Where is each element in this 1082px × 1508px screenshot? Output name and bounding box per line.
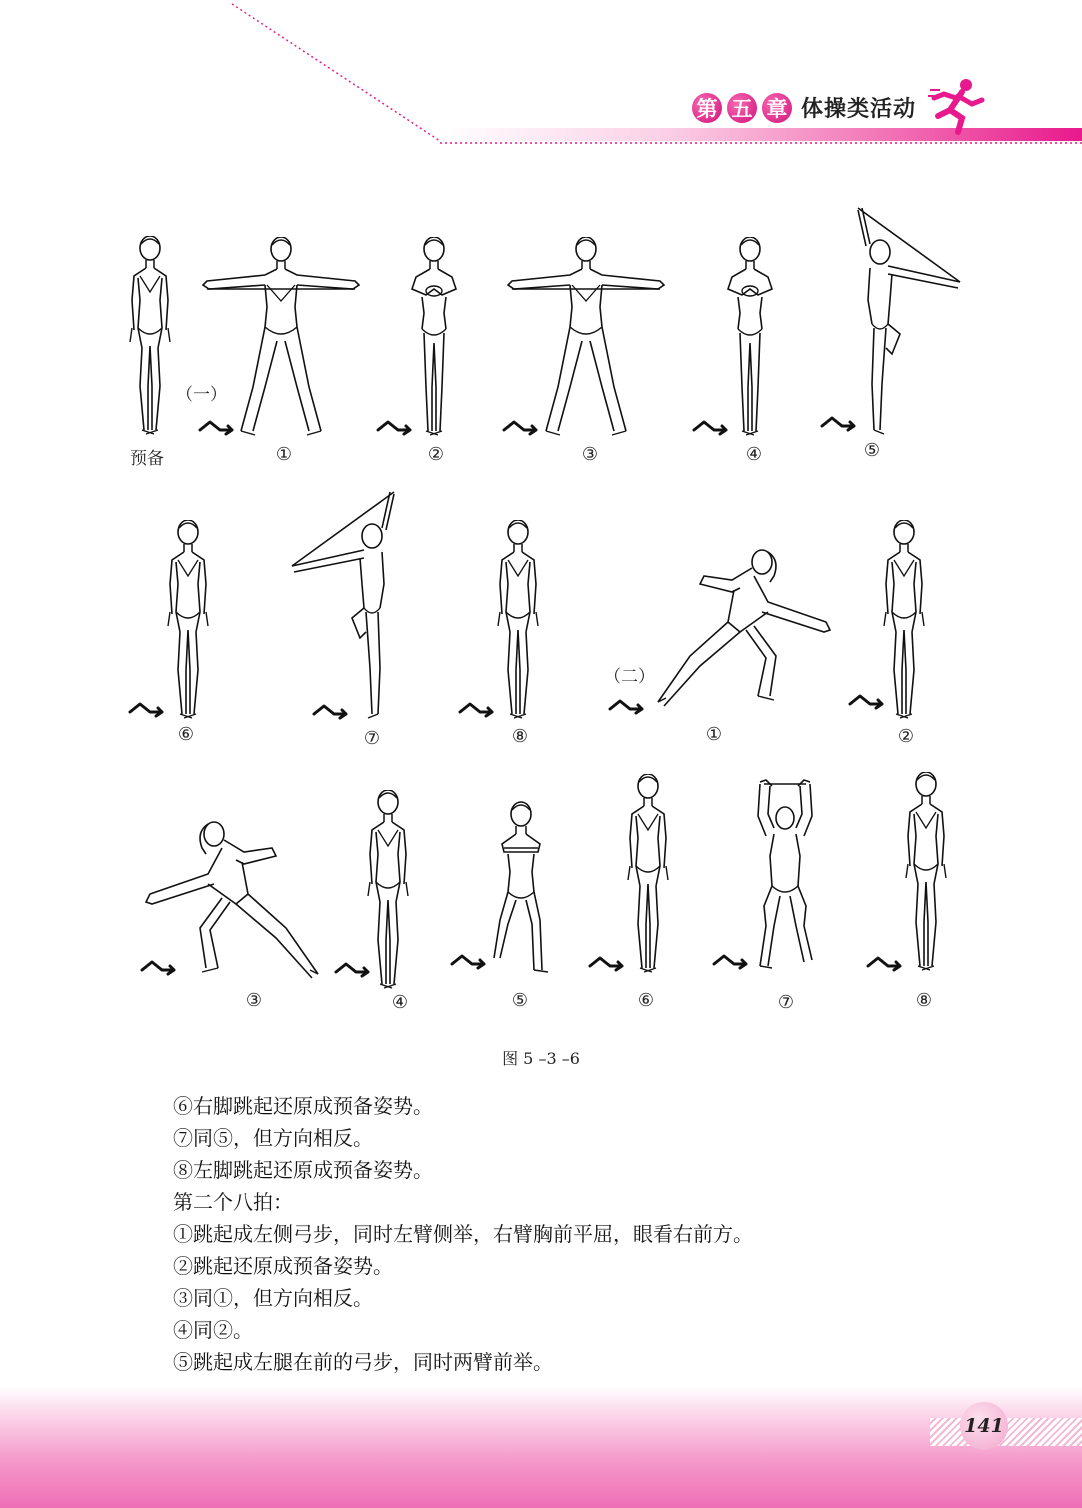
text-line: ③同①，但方向相反。: [173, 1286, 373, 1310]
text-line: ⑥右脚跳起还原成预备姿势。: [173, 1094, 433, 1118]
chapter-char-2: 五: [727, 93, 757, 123]
move-arrow: [198, 418, 238, 438]
move-arrow: [312, 702, 352, 722]
step-label: ①: [275, 444, 293, 465]
figure-stand-6b: [618, 774, 678, 978]
move-arrow: [458, 700, 498, 720]
move-arrow: [866, 954, 906, 974]
figure-stand-6: [158, 520, 218, 724]
step-label: ⑤: [863, 440, 881, 461]
step-label: ⑤: [511, 990, 529, 1011]
chapter-title: 体操类活动: [801, 97, 917, 122]
figure-stand-8b: [896, 772, 956, 976]
move-arrow: [848, 692, 888, 712]
move-arrow: [450, 952, 490, 972]
chapter-char-3: 章: [762, 93, 792, 123]
step-label: ③: [581, 444, 599, 465]
figure-hands-chest-2: [404, 237, 464, 441]
text-line: ④同②。: [173, 1318, 253, 1342]
step-label: ①: [705, 724, 723, 745]
move-arrow: [376, 418, 416, 438]
figure-ready-stance: [120, 236, 180, 440]
move-arrow: [140, 958, 180, 978]
step-label: ⑧: [511, 726, 529, 747]
step-label: ⑦: [777, 992, 795, 1013]
figure-arms-sideways-3: [506, 237, 666, 441]
body-text: [173, 1090, 933, 1378]
group-label-1: （一）: [176, 385, 227, 405]
figure-stand-8: [488, 520, 548, 724]
step-label: ④: [745, 444, 763, 465]
page-number: 141: [960, 1402, 1008, 1450]
text-line: ⑤跳起成左腿在前的弓步，同时两臂前举。: [173, 1350, 553, 1374]
figure-hands-chest-4: [720, 237, 780, 441]
text-line: 第二个八拍：: [173, 1190, 293, 1214]
step-label: ⑥: [637, 990, 655, 1011]
chapter-heading: [692, 92, 916, 123]
figure-arms-sideways-1: [201, 237, 361, 441]
step-label: ②: [897, 726, 915, 747]
step-label: ②: [427, 444, 445, 465]
runner-icon: [928, 76, 988, 136]
step-label: ⑥: [177, 724, 195, 745]
figure-arms-up-7: [750, 776, 820, 976]
figure-leg-raise-5: [848, 204, 968, 438]
figure-arms-front-5: [486, 800, 556, 980]
figure-leg-raise-7: [284, 488, 404, 722]
move-arrow: [588, 954, 628, 974]
move-arrow: [820, 414, 860, 434]
move-arrow: [128, 700, 168, 720]
step-label: ⑧: [915, 990, 933, 1011]
figure-caption: 图 5 –3 –6: [502, 1049, 580, 1068]
move-arrow: [334, 960, 374, 980]
group-label-2: （二）: [604, 667, 655, 687]
text-line: ②跳起还原成预备姿势。: [173, 1254, 393, 1278]
move-arrow: [502, 418, 542, 438]
step-label: ④: [391, 992, 409, 1013]
move-arrow: [608, 697, 648, 717]
text-line: ①跳起成左侧弓步，同时左臂侧举，右臂胸前平屈，眼看右前方。: [173, 1222, 753, 1246]
text-line: ⑦同⑤，但方向相反。: [173, 1126, 373, 1150]
step-label: ⑦: [363, 728, 381, 749]
figure-lunge-1: [650, 546, 834, 710]
chapter-char-1: 第: [692, 93, 722, 123]
step-label: ③: [245, 990, 263, 1011]
move-arrow: [712, 952, 752, 972]
text-line: ⑧左脚跳起还原成预备姿势。: [173, 1158, 433, 1182]
footer-band: [0, 1386, 1082, 1508]
step-label-ready: 预备: [130, 449, 164, 469]
move-arrow: [692, 418, 732, 438]
